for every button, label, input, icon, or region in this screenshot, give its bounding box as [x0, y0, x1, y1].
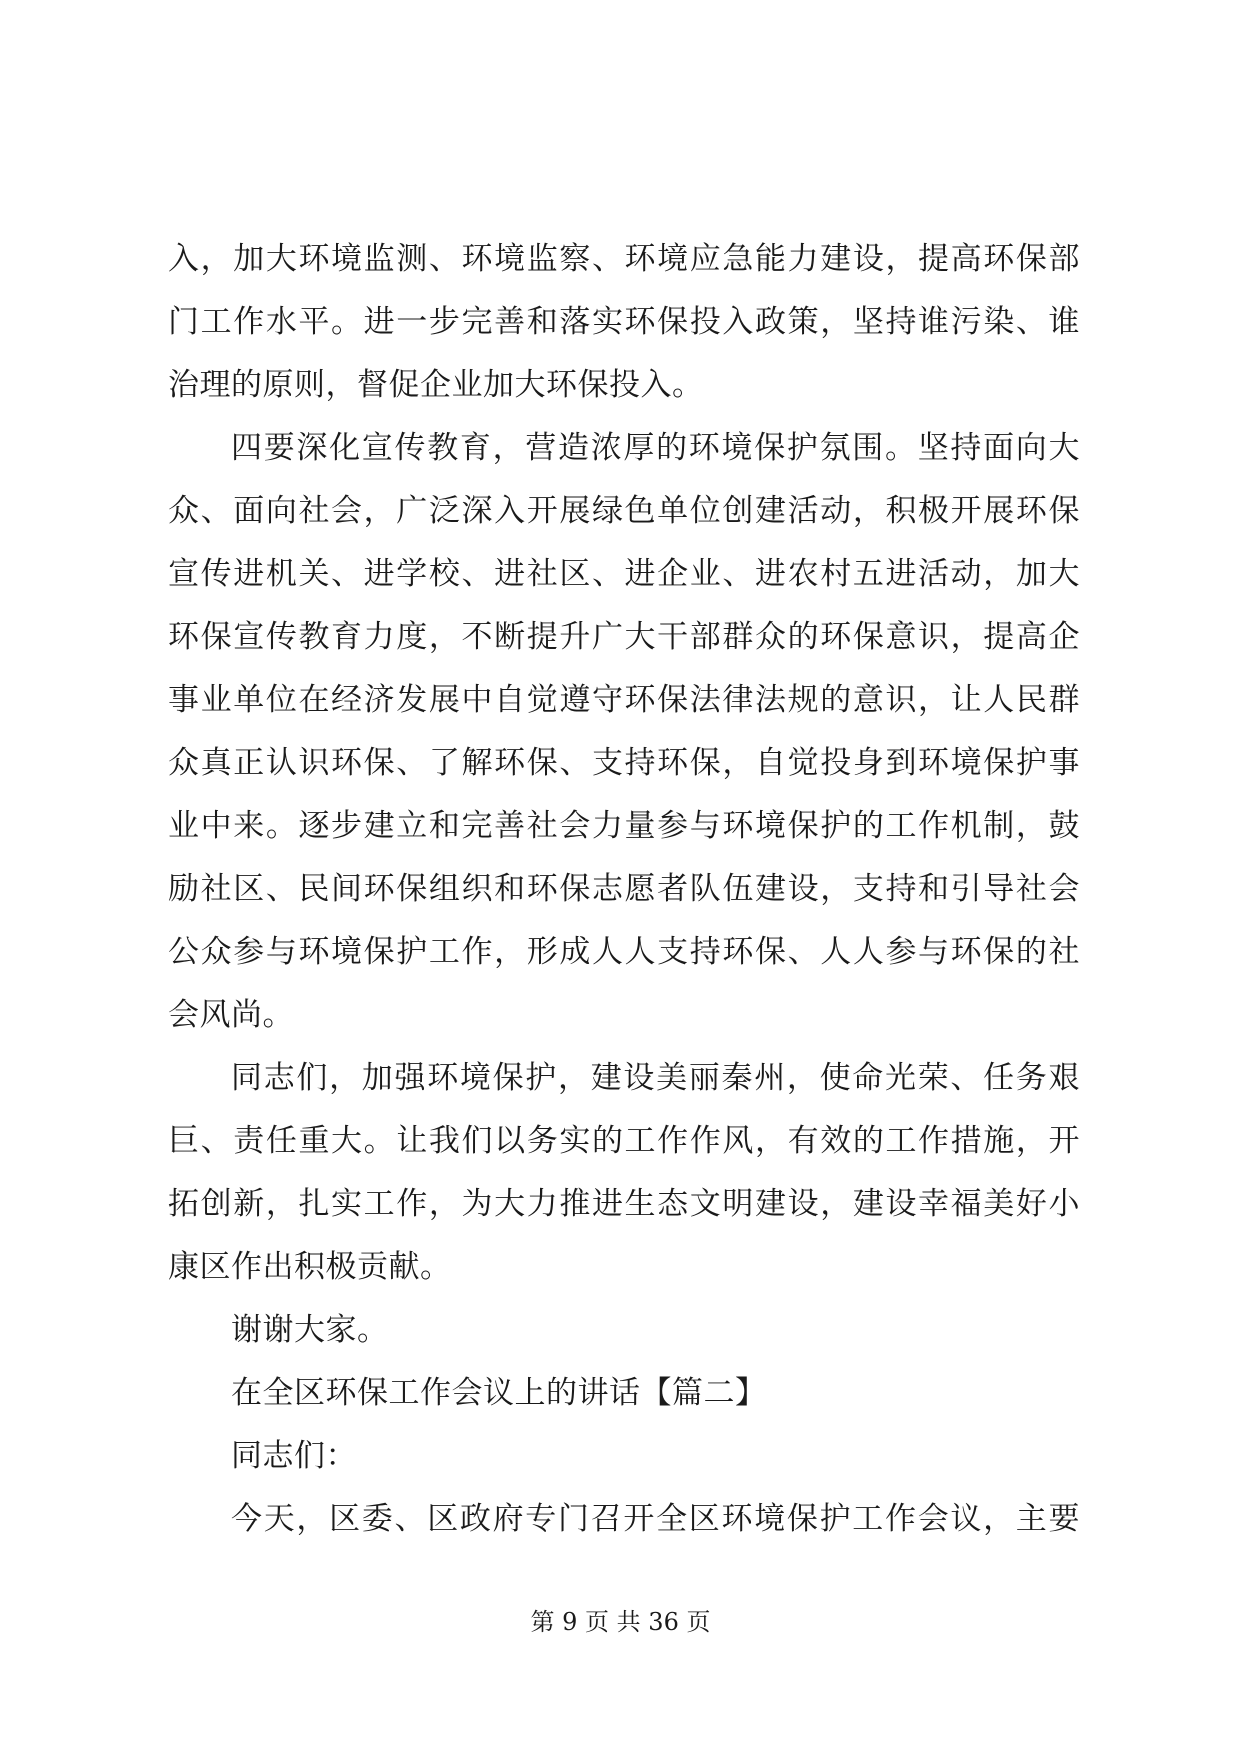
page-number-footer: 第 9 页 共 36 页	[530, 1608, 711, 1636]
text-line: 拓创新，扎实工作，为大力推进生态文明建设，建设幸福美好小	[168, 1186, 1080, 1222]
paragraph	[168, 417, 1080, 1047]
text-line: 宣传进机关、进学校、进社区、进企业、进农村五进活动，加大	[168, 556, 1080, 592]
text-line: 四要深化宣传教育，营造浓厚的环境保护氛围。坚持面向大	[231, 430, 1080, 466]
text-line: 入，加大环境监测、环境监察、环境应急能力建设，提高环保部	[168, 241, 1080, 277]
text-line: 今天，区委、区政府专门召开全区环境保护工作会议，主要	[231, 1501, 1080, 1537]
text-line: 门工作水平。进一步完善和落实环保投入政策，坚持谁污染、谁	[168, 304, 1080, 340]
text-line: 会风尚。	[168, 997, 294, 1033]
paragraph	[168, 1425, 1080, 1488]
section-heading	[168, 1362, 1080, 1425]
text-line: 众真正认识环保、了解环保、支持环保，自觉投身到环境保护事	[168, 745, 1080, 781]
document-body	[168, 228, 1080, 1551]
text-line: 环保宣传教育力度，不断提升广大干部群众的环保意识，提高企	[168, 619, 1080, 655]
text-line: 同志们，加强环境保护，建设美丽秦州，使命光荣、任务艰	[231, 1060, 1080, 1096]
text-line: 事业单位在经济发展中自觉遵守环保法律法规的意识，让人民群	[168, 682, 1080, 718]
text-line: 业中来。逐步建立和完善社会力量参与环境保护的工作机制，鼓	[168, 808, 1080, 844]
paragraph	[168, 1047, 1080, 1299]
text-line: 公众参与环境保护工作，形成人人支持环保、人人参与环保的社	[168, 934, 1080, 970]
text-line: 治理的原则，督促企业加大环保投入。	[168, 367, 704, 403]
text-line: 谢谢大家。	[231, 1312, 389, 1348]
text-line: 众、面向社会，广泛深入开展绿色单位创建活动，积极开展环保	[168, 493, 1080, 529]
paragraph	[168, 1488, 1080, 1551]
section-title: 在全区环保工作会议上的讲话【篇二】	[231, 1375, 767, 1411]
text-line: 巨、责任重大。让我们以务实的工作作风，有效的工作措施，开	[168, 1123, 1080, 1159]
salutation: 同志们：	[231, 1438, 357, 1474]
paragraph	[168, 228, 1080, 417]
text-line: 励社区、民间环保组织和环保志愿者队伍建设，支持和引导社会	[168, 871, 1080, 907]
paragraph	[168, 1299, 1080, 1362]
text-line: 康区作出积极贡献。	[168, 1249, 452, 1285]
